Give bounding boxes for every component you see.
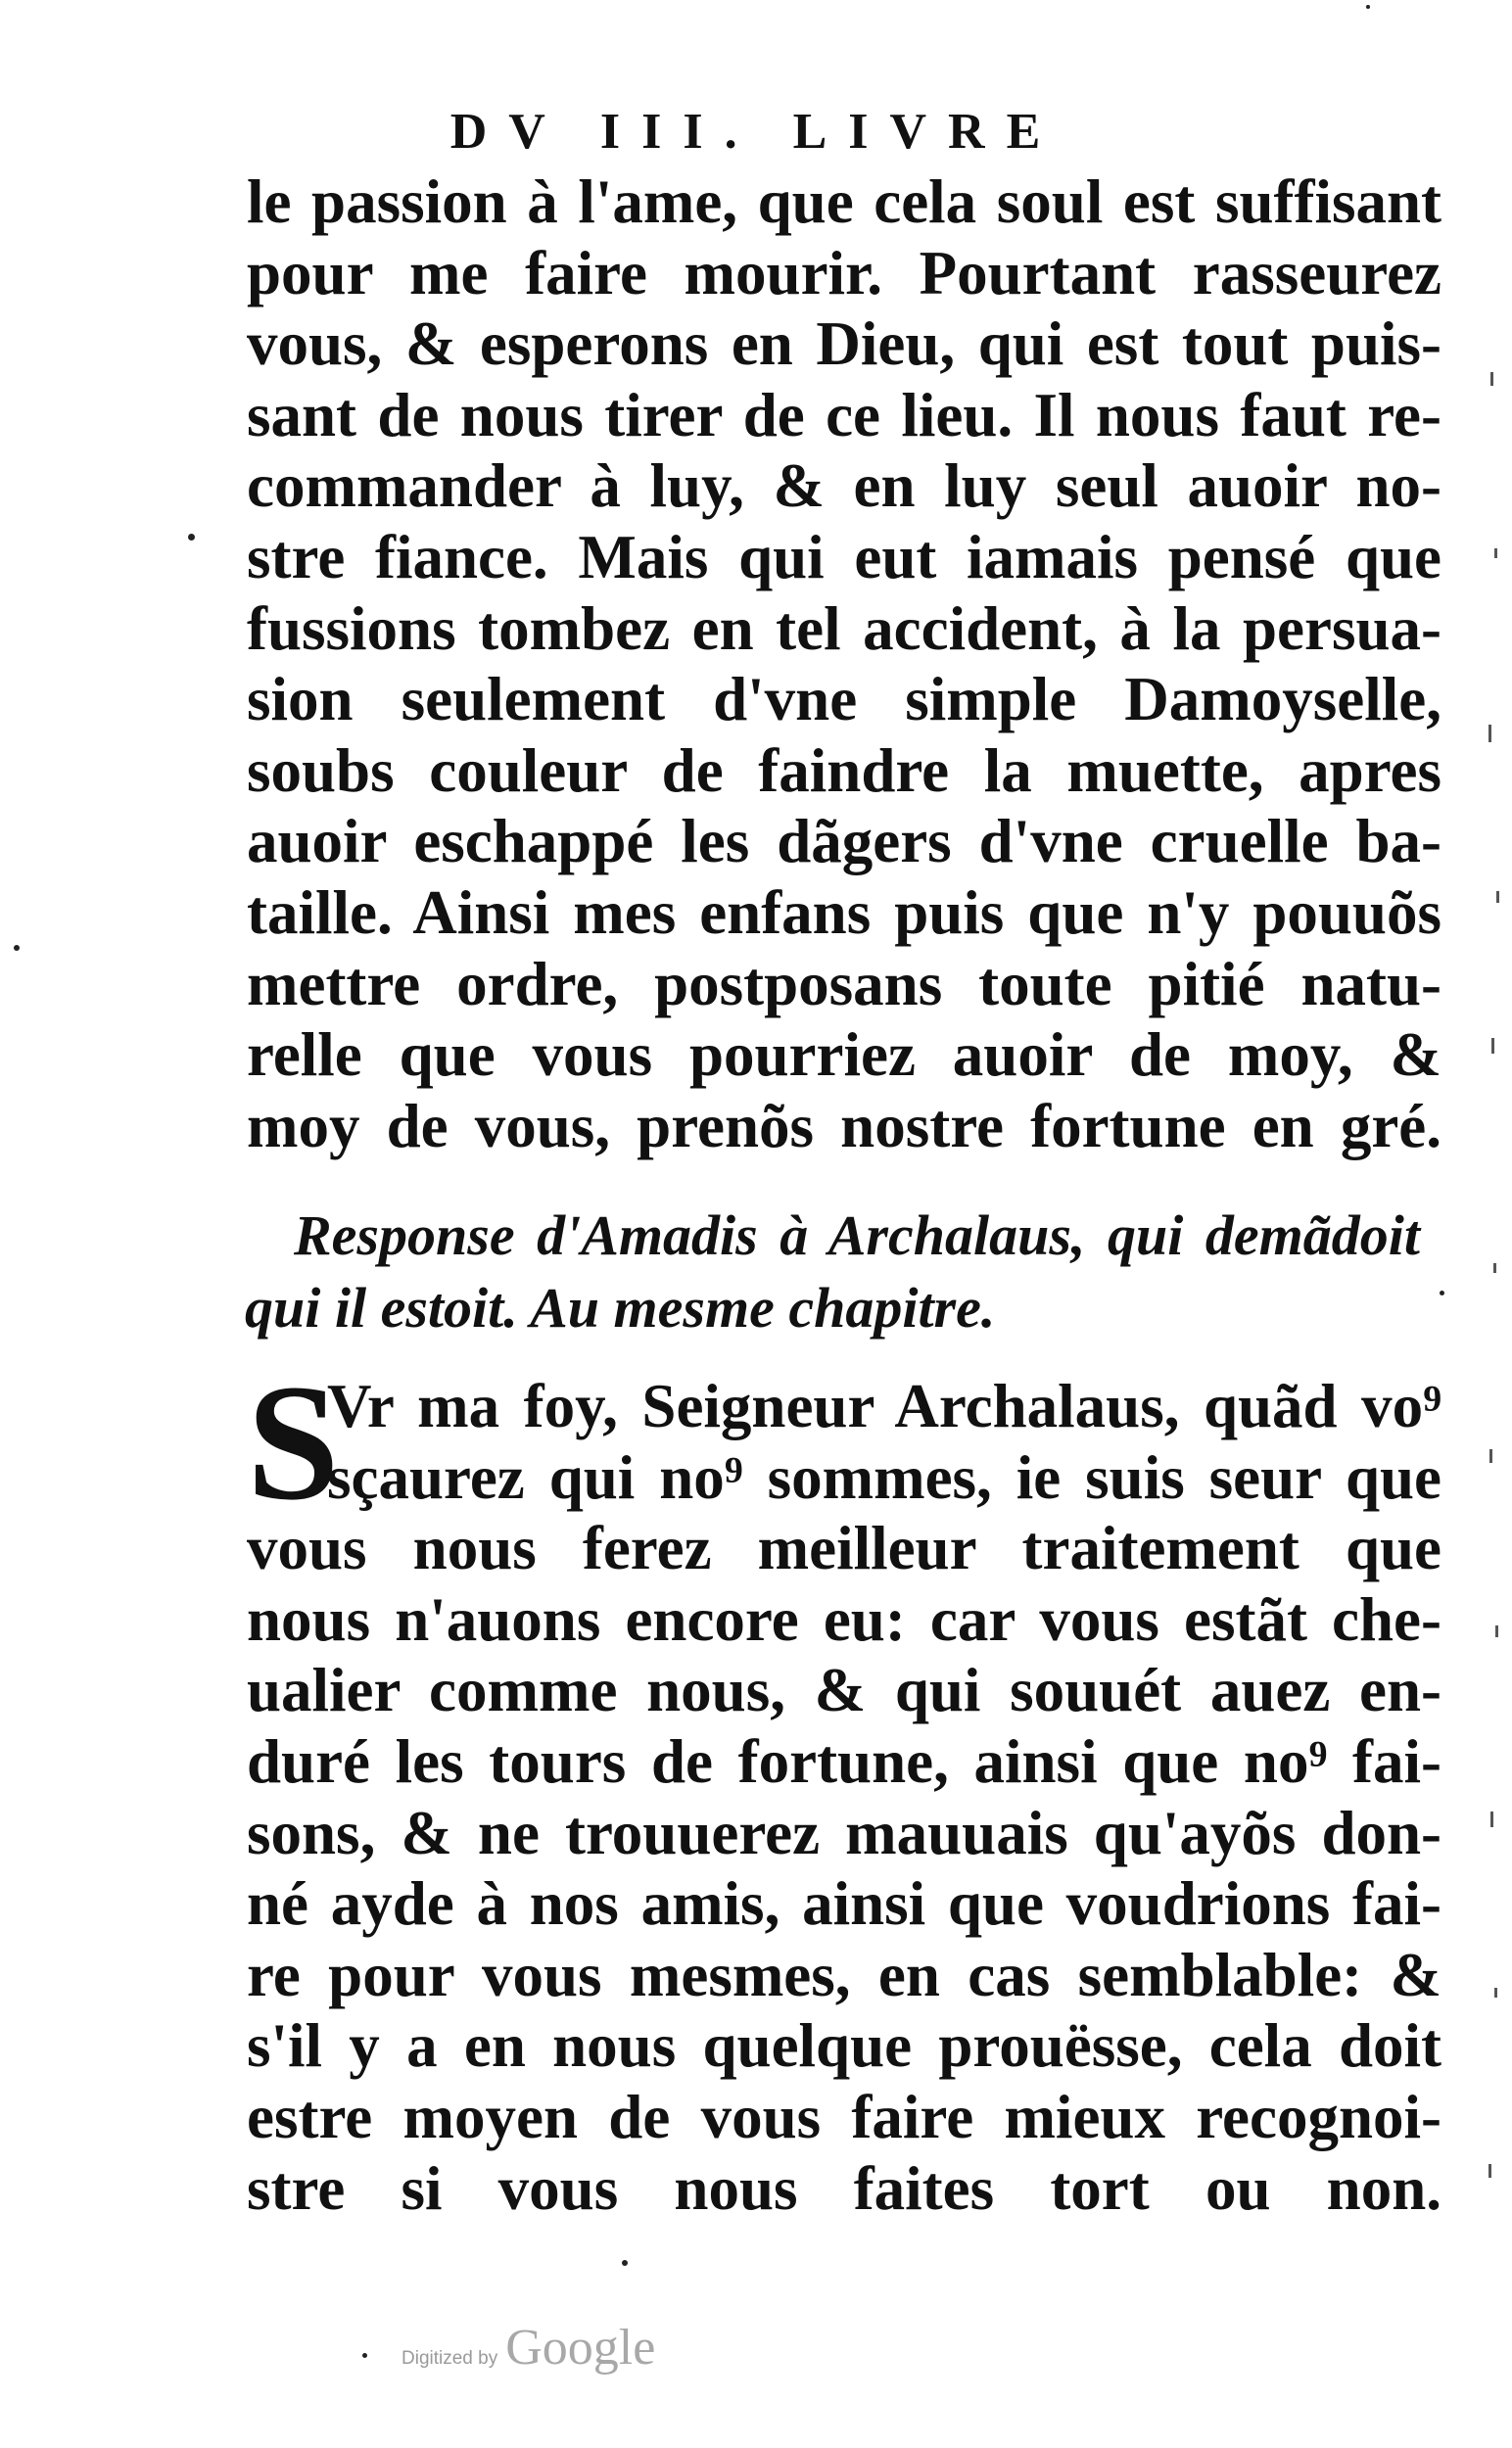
paragraph-2 xyxy=(247,1350,1441,2224)
edge-mark xyxy=(1488,2164,1491,2178)
text-line: stre si vous nous faites tort ou non. xyxy=(247,2153,1441,2223)
text-line: s'il y a en nous quelque prouësse, cela doit xyxy=(247,2011,1441,2081)
drop-cap: S xyxy=(247,1350,340,1534)
heading-line: Response d'Amadis à Archalaus, qui demãdoit xyxy=(294,1203,1420,1267)
text-line: duré les tours de fortune, ainsi que no⁹ fai- xyxy=(247,1726,1441,1796)
text-line: sant de nous tirer de ce lieu. Il nous faut re- xyxy=(247,380,1441,449)
text-line: fussions tombez en tel accident, à la persua- xyxy=(247,593,1441,663)
text-line: stre fiance. Mais qui eut iamais pensé que xyxy=(247,522,1441,591)
ink-speck xyxy=(1366,5,1370,9)
section-heading xyxy=(245,1200,1420,1344)
text-line: nous n'auons encore eu: car vous estãt che- xyxy=(247,1584,1441,1654)
text-line: Vr ma foy, Seigneur Archalaus, quãd vo⁹ xyxy=(327,1372,1441,1440)
text-line: sçaurez qui no⁹ sommes, ie suis seur que xyxy=(327,1442,1441,1512)
text-line: taille. Ainsi mes enfans puis que n'y pouuõs xyxy=(247,877,1441,947)
edge-mark xyxy=(1494,1988,1497,1998)
google-logo: Google xyxy=(505,2320,656,2376)
text-line: mettre ordre, postposans toute pitié natu- xyxy=(247,949,1441,1018)
edge-mark xyxy=(1493,1263,1496,1273)
digitized-watermark xyxy=(402,2319,655,2377)
ink-speck xyxy=(622,2260,628,2266)
heading-line: qui il estoit. Au mesme chapitre. xyxy=(245,1276,996,1340)
text-line: né ayde à nos amis, ainsi que voudrions fai- xyxy=(247,1869,1441,1939)
edge-mark xyxy=(1488,725,1491,742)
text-line: moy de vous, prenõs nostre fortune en gré. xyxy=(247,1091,1441,1160)
running-header: DV III. LIVRE xyxy=(449,104,1063,160)
text-line: sion seulement d'vne simple Damoyselle, xyxy=(247,665,1441,734)
edge-mark xyxy=(1494,548,1497,558)
edge-mark xyxy=(1490,1812,1493,1827)
text-line: estre moyen de vous faire mieux recognoi- xyxy=(247,2082,1441,2151)
edge-mark xyxy=(1495,1625,1498,1637)
ink-speck xyxy=(362,2353,367,2358)
text-line: relle que vous pourriez auoir de moy, & xyxy=(247,1020,1441,1090)
text-line: pour me faire mourir. Pourtant rasseurez xyxy=(247,238,1441,307)
edge-mark xyxy=(1491,1038,1494,1054)
text-line: vous, & esperons en Dieu, qui est tout puis- xyxy=(247,309,1441,379)
paragraph-1 xyxy=(247,166,1441,1161)
text-line: sons, & ne trouuerez mauuais qu'ayõs don- xyxy=(247,1798,1441,1867)
text-line: soubs couleur de faindre la muette, apres xyxy=(247,735,1441,805)
ink-speck xyxy=(14,945,20,951)
text-line: vous nous ferez meilleur traitement que xyxy=(247,1514,1441,1583)
edge-mark xyxy=(1490,372,1493,386)
page-edge-marks xyxy=(1483,0,1512,2448)
text-line: commander à luy, & en luy seul auoir no- xyxy=(247,451,1441,521)
text-line: ualier comme nous, & qui souuét auez en- xyxy=(247,1656,1441,1725)
text-line: le passion à l'ame, que cela soul est suffisant xyxy=(247,167,1441,236)
text-line: re pour vous mesmes, en cas semblable: & xyxy=(247,1940,1441,2009)
edge-mark xyxy=(1489,1449,1492,1463)
ink-speck xyxy=(1440,1291,1444,1295)
watermark-prefix: Digitized by xyxy=(402,2348,498,2369)
edge-mark xyxy=(1496,891,1499,903)
ink-speck xyxy=(188,534,195,541)
text-line: auoir eschappé les dãgers d'vne cruelle ba- xyxy=(247,807,1441,876)
